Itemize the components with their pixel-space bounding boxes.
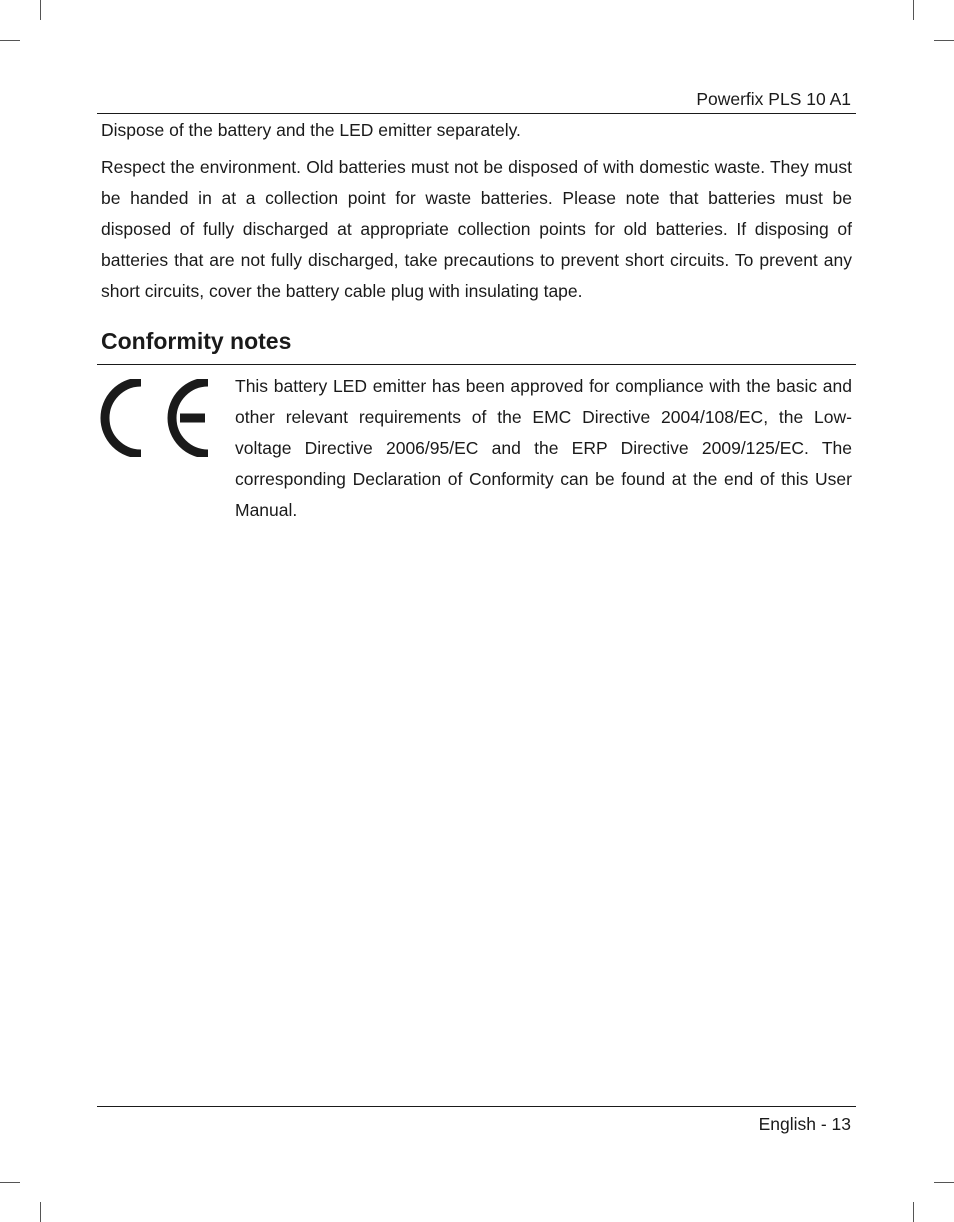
- crop-mark-top-right: [913, 0, 914, 20]
- crop-mark-bottom-left: [40, 1202, 41, 1222]
- crop-mark-bottom-right: [934, 1182, 954, 1183]
- conformity-text: This battery LED emitter has been approved for compliance with the basic and other relevant requirements of the EMC Directive 2004/108/EC, the Low-voltage Directive 2006/95/EC and the ERP Directive 2009/125/EC. The corresponding Declaration of Conformity can be found at the end of this User Manual.: [235, 376, 852, 520]
- ce-mark-icon: [100, 379, 212, 457]
- paragraph-dispose-separately: Dispose of the battery and the LED emitter separately.: [101, 120, 521, 140]
- section-rule: [97, 364, 856, 365]
- header-title: Powerfix PLS 10 A1: [696, 89, 851, 109]
- crop-mark-top-left: [0, 40, 20, 41]
- section-heading-conformity: Conformity notes: [101, 328, 292, 354]
- crop-mark-top-left: [40, 0, 41, 20]
- crop-mark-top-right: [934, 40, 954, 41]
- header-rule: [97, 113, 856, 114]
- crop-mark-bottom-left: [0, 1182, 20, 1183]
- paragraph-respect-environment: Respect the environment. Old batteries must not be disposed of with domestic waste. They must be handed in at a collection point for waste batteries. Please note that batteries must be disposed of fully discharged at appropriate collection points for old batteries. If disposing of batteries that are not fully discharged, take precautions to prevent short circuits. To prevent any short circuits, cover the battery cable plug with insulating tape.: [101, 157, 852, 301]
- crop-mark-bottom-right: [913, 1202, 914, 1222]
- footer-rule: [97, 1106, 856, 1107]
- page-number: English - 13: [758, 1114, 851, 1134]
